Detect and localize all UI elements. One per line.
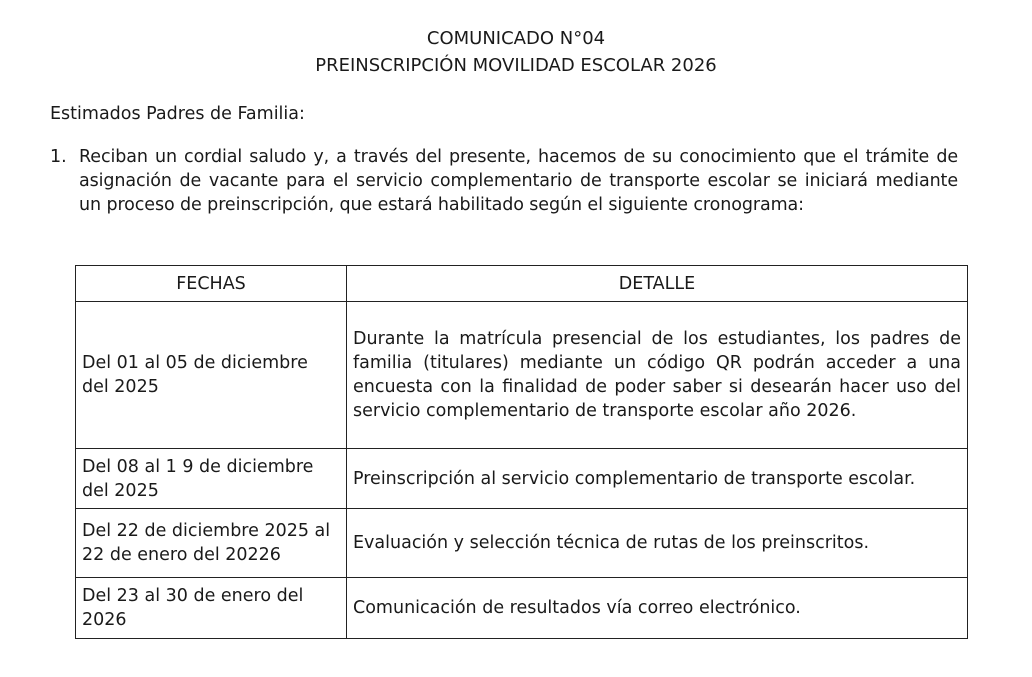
cell-detalle: Preinscripción al servicio complementario de transporte escolar. — [347, 449, 968, 509]
table-row — [76, 578, 968, 639]
greeting: Estimados Padres de Familia: — [50, 104, 305, 124]
cell-fechas: Del 23 al 30 de enero del 2026 — [76, 578, 347, 639]
document-title: COMUNICADO N°04 — [426, 28, 606, 49]
table-row — [76, 509, 968, 578]
cell-detalle: Durante la matrícula presencial de los estudiantes, los padres de familia (titulares) mediante un código QR podrán acceder a una encuesta con la finalidad de poder saber si desearán hacer uso del servicio complementario de transporte escolar año 2026. — [347, 302, 968, 449]
cell-detalle: Comunicación de resultados vía correo electrónico. — [347, 578, 968, 639]
schedule-table — [75, 265, 968, 639]
cell-detalle: Evaluación y selección técnica de rutas de los preinscritos. — [347, 509, 968, 578]
paragraph-number: 1. — [50, 147, 67, 167]
document-subtitle: PREINSCRIPCIÓN MOVILIDAD ESCOLAR 2026 — [315, 55, 717, 76]
header-detalle: DETALLE — [347, 266, 968, 302]
paragraph-text: Reciban un cordial saludo y, a través del presente, hacemos de su conocimiento que el trámite de asignación de vacante para el servicio complementario de transporte escolar se iniciará mediante un proceso de preinscripción, que estará habilitado según el siguiente cronograma: — [79, 147, 958, 215]
table-row — [76, 449, 968, 509]
paragraph-1 — [50, 146, 958, 217]
cell-fechas: Del 01 al 05 de diciembre del 2025 — [76, 302, 347, 449]
cell-fechas: Del 22 de diciembre 2025 al 22 de enero del 20226 — [76, 509, 347, 578]
header-fechas: FECHAS — [76, 266, 347, 302]
table-header-row — [76, 266, 968, 302]
cell-fechas: Del 08 al 1 9 de diciembre del 2025 — [76, 449, 347, 509]
table-row — [76, 302, 968, 449]
